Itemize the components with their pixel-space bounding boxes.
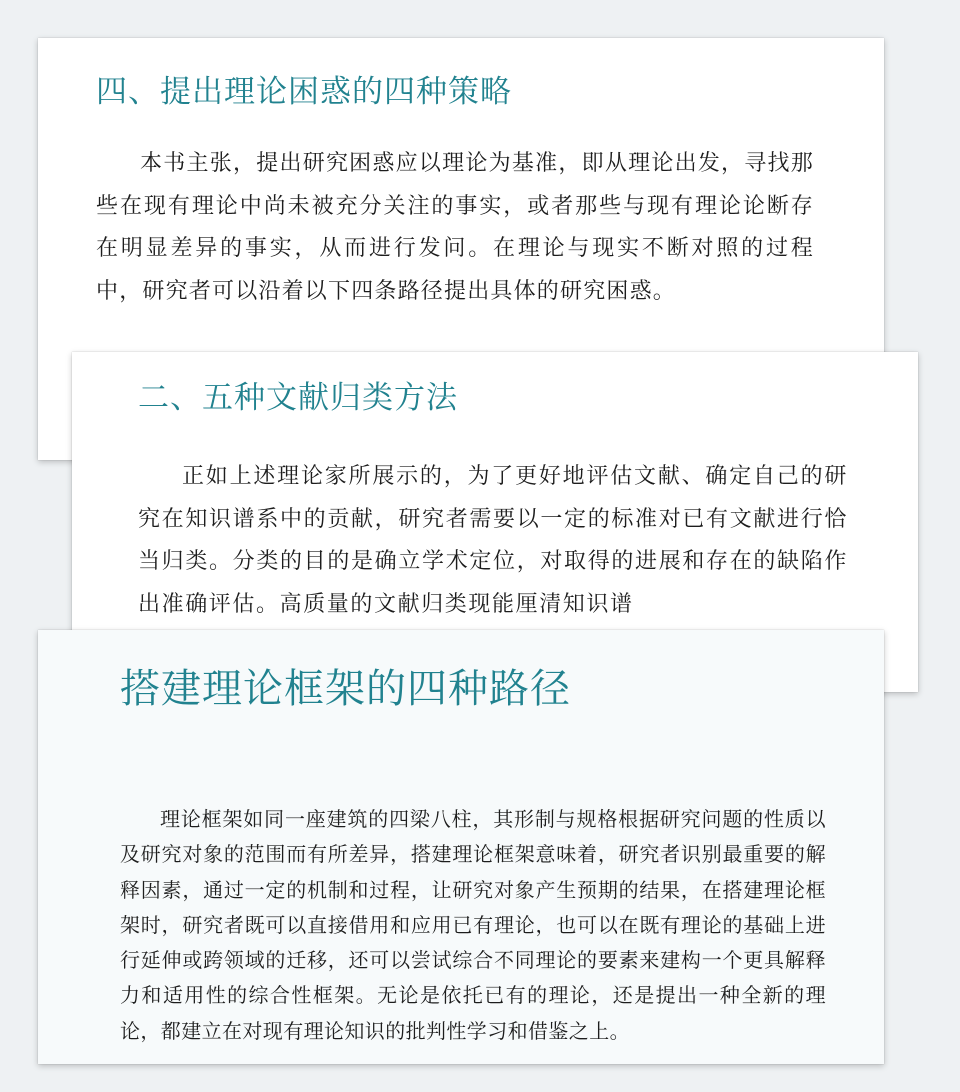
section-body: 理论框架如同一座建筑的四梁八柱，其形制与规格根据研究问题的性质以及研究对象的范围而有所差异，搭建理论框架意味着，研究者识别最重要的解释因素，通过一定的机制和过程，让研究对象产生预期的结果，在搭建理论框架时，研究者既可以直接借用和应用已有理论，也可以在既有理论的基础上进行延伸或跨领域的迁移，还可以尝试综合不同理论的要素来建构一个更具解释力和适用性的综合性框架。无论是依托已有的理论，还是提出一种全新的理论，都建立在对现有理论知识的批判性学习和借鉴之上。 (120, 807, 826, 1043)
section-body: 正如上述理论家所展示的，为了更好地评估文献、确定自己的研究在知识谱系中的贡献，研究者需要以一定的标准对已有文献进行恰当归类。分类的目的是确立学术定位，对取得的进展和存在的缺陷作出准确评估。高质量的文献归类现能厘清知识谱 (138, 464, 848, 617)
section-heading: 搭建理论框架的四种路径 (120, 666, 571, 712)
page-excerpt-3 (38, 630, 884, 1064)
section-body: 本书主张，提出研究困惑应以理论为基准，即从理论出发，寻找那些在现有理论中尚未被充分关注的事实，或者那些与现有理论论断存在明显差异的事实，从而进行发问。在理论与现实不断对照的过程中，研究者可以沿着以下四条路径提出具体的研究困惑。 (96, 151, 814, 304)
section-heading: 二、五种文献归类方法 (138, 380, 458, 416)
section-heading: 四、提出理论困惑的四种策略 (96, 74, 512, 110)
